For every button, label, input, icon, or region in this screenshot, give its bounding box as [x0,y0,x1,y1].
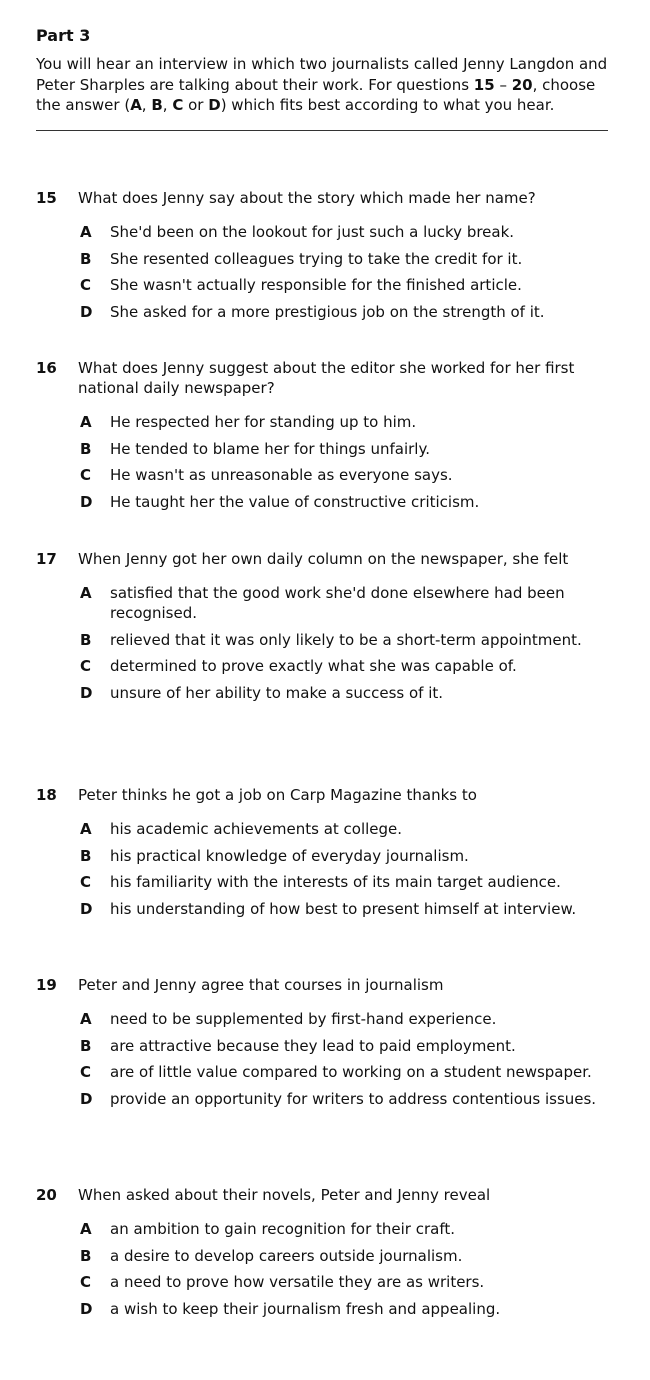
option-c[interactable] [80,465,616,485]
question-15 [36,188,616,328]
letter-a: A [130,96,142,114]
option-a[interactable] [80,583,616,623]
option-letter: A [80,820,92,838]
option-d[interactable] [80,899,616,919]
option-text: a desire to develop careers outside journalism. [110,1246,463,1265]
option-text: He taught her the value of constructive criticism. [110,492,480,511]
option-text: a need to prove how versatile they are as writers. [110,1273,485,1291]
option-letter: C [80,873,92,891]
or-word: or [183,96,209,114]
question-18 [36,785,616,925]
option-text: are attractive because they lead to paid employment. [110,1036,516,1055]
option-d[interactable] [80,492,616,512]
option-text: She wasn't actually responsible for the finished article. [110,276,522,294]
range-dash: – [494,75,512,94]
option-text: his practical knowledge of everyday journalism. [110,846,469,865]
option-b[interactable] [80,846,616,866]
question-number: 20 [36,1186,57,1204]
option-a[interactable] [80,1009,616,1029]
option-letter: D [80,492,93,511]
option-b[interactable] [80,439,616,459]
question-stem: Peter thinks he got a job on Carp Magazine thanks to [78,786,477,804]
option-c[interactable] [80,1272,616,1292]
option-letter: D [80,683,93,702]
question-number: 15 [36,189,57,207]
option-b[interactable] [80,249,616,269]
option-a[interactable] [80,1219,616,1239]
option-text: his academic achievements at college. [110,820,403,838]
option-letter: D [80,899,93,918]
question-stem: When Jenny got her own daily column on the newspaper, she felt [78,550,569,568]
option-d[interactable] [80,683,616,703]
option-letter: A [80,413,92,431]
option-letter: A [80,584,92,602]
option-text: his understanding of how best to present himself at interview. [110,899,577,918]
option-text: He respected her for standing up to him. [110,413,417,431]
option-letter: B [80,846,92,865]
option-letter: B [80,630,92,649]
option-d[interactable] [80,302,616,322]
option-text: determined to prove exactly what she was capable of. [110,657,517,675]
question-range-end: 20 [511,75,533,94]
option-b[interactable] [80,1246,616,1266]
option-c[interactable] [80,275,616,295]
option-text: his familiarity with the interests of its main target audience. [110,873,561,891]
option-letter: B [80,439,92,458]
option-letter: A [80,1220,92,1238]
option-text: satisfied that the good work she'd done elsewhere had been recognised. [110,584,565,622]
part-title: Part 3 [36,26,91,45]
option-a[interactable] [80,222,616,242]
option-text: need to be supplemented by first-hand experience. [110,1010,497,1028]
option-text: unsure of her ability to make a success of it. [110,683,444,702]
option-letter: D [80,302,93,321]
option-text: provide an opportunity for writers to address contentious issues. [110,1089,597,1108]
option-text: relieved that it was only likely to be a short-term appointment. [110,630,582,649]
comma: , [162,96,173,114]
question-20 [36,1185,616,1325]
option-text: He tended to blame her for things unfairly. [110,439,430,458]
option-letter: C [80,657,92,675]
question-number: 17 [36,550,57,568]
option-letter: C [80,466,92,484]
instructions-text: You will hear an interview in which two journalists called Jenny Langdon and Peter Sharples are talking about their work. For questions [36,55,608,94]
question-stem: What does Jenny suggest about the editor she worked for her first national daily newspaper? [78,359,575,397]
divider-line [36,130,608,131]
instructions-text-3: ) which fits best according to what you hear. [220,96,555,114]
option-text: She asked for a more prestigious job on the strength of it. [110,302,545,321]
instructions-text-2: , choose the answer ( [36,75,596,114]
option-letter: A [80,223,92,241]
letter-b: B [151,96,163,114]
option-letter: D [80,1299,93,1318]
header [36,26,616,131]
option-c[interactable] [80,656,616,676]
option-b[interactable] [80,1036,616,1056]
question-stem: Peter and Jenny agree that courses in journalism [78,976,444,994]
option-text: an ambition to gain recognition for their craft. [110,1220,456,1238]
option-text: a wish to keep their journalism fresh and appealing. [110,1299,501,1318]
question-stem: What does Jenny say about the story which made her name? [78,189,536,207]
question-stem: When asked about their novels, Peter and Jenny reveal [78,1186,491,1204]
option-d[interactable] [80,1089,616,1109]
question-19 [36,975,616,1115]
instructions [36,54,616,116]
option-letter: D [80,1089,93,1108]
option-b[interactable] [80,630,616,650]
option-d[interactable] [80,1299,616,1319]
option-c[interactable] [80,872,616,892]
option-letter: C [80,1063,92,1081]
question-range-start: 15 [473,75,495,94]
option-c[interactable] [80,1062,616,1082]
letter-d: D [208,96,221,114]
comma: , [141,96,152,114]
option-a[interactable] [80,412,616,432]
question-16 [36,358,616,518]
question-number: 16 [36,359,57,377]
option-a[interactable] [80,819,616,839]
question-17 [36,549,616,709]
option-text: He wasn't as unreasonable as everyone says. [110,466,453,484]
option-letter: B [80,1036,92,1055]
question-number: 19 [36,976,57,994]
option-letter: C [80,276,92,294]
option-text: She resented colleagues trying to take the credit for it. [110,249,523,268]
option-text: are of little value compared to working on a student newspaper. [110,1063,592,1081]
option-letter: C [80,1273,92,1291]
option-letter: B [80,1246,92,1265]
question-number: 18 [36,786,57,804]
option-text: She'd been on the lookout for just such a lucky break. [110,223,515,241]
option-letter: B [80,249,92,268]
option-letter: A [80,1010,92,1028]
letter-c: C [172,96,184,114]
